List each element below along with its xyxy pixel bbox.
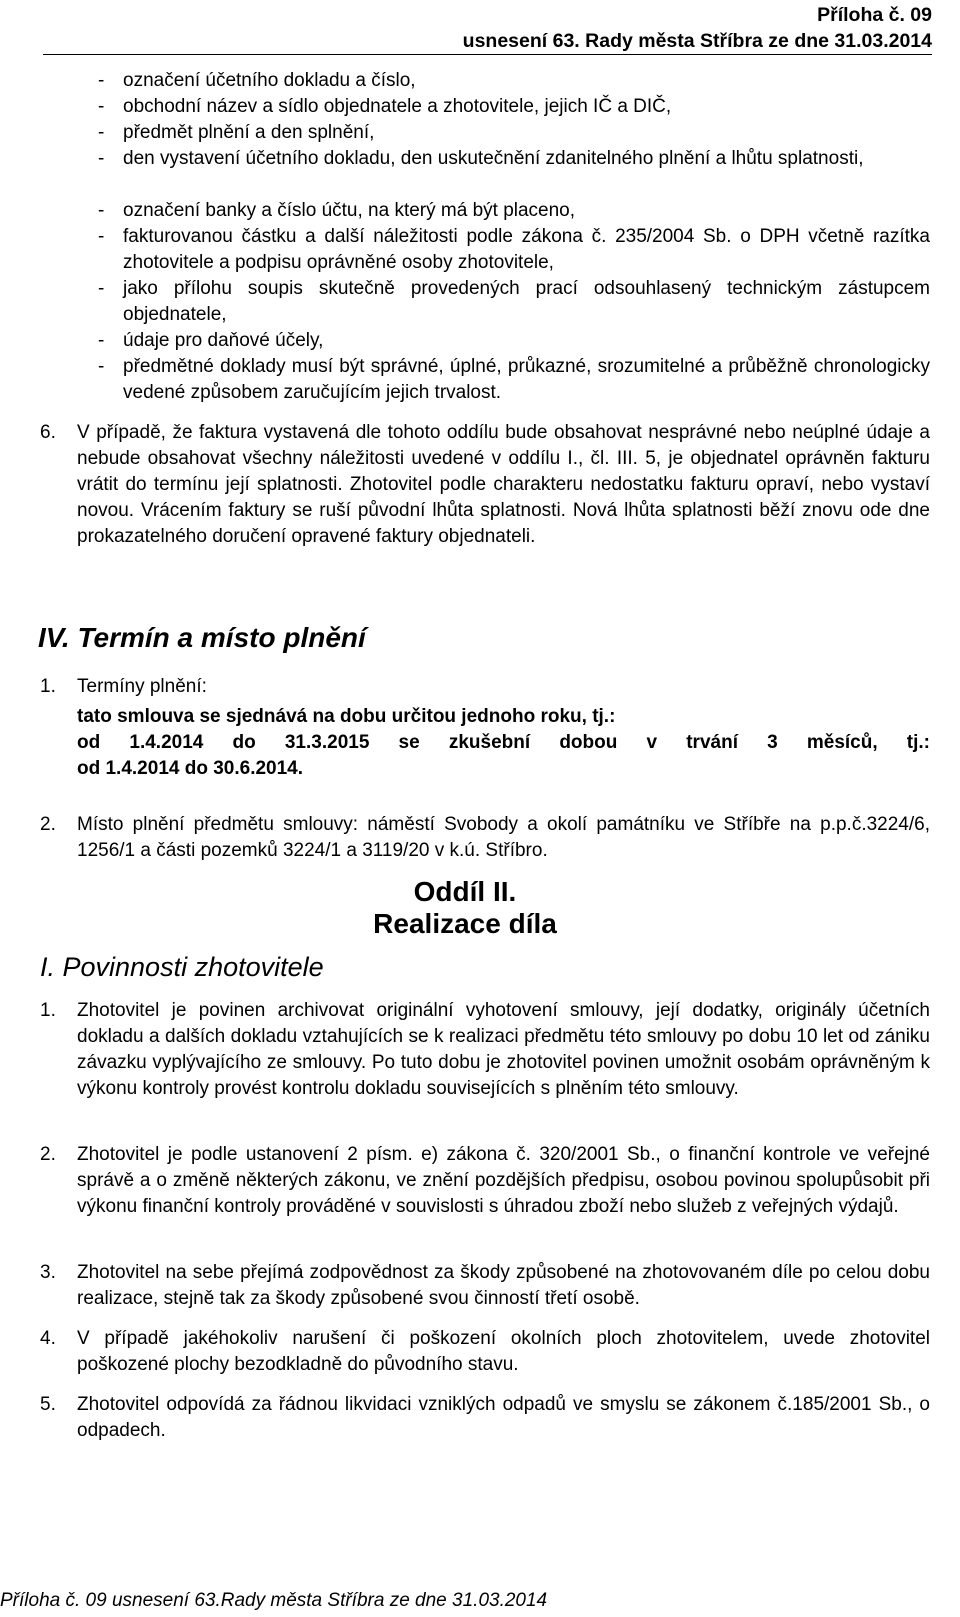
term-line: tato smlouva se sjednává na dobu určitou jednoho roku, tj.: <box>77 706 616 727</box>
list-item: - fakturovanou částku a další náležitosti podle zákona č. 235/2004 Sb. o DPH včetně razítka zhotovitele a podpisu oprávněné osoby zhotovitele, <box>98 226 930 273</box>
numbered-item: 5. Zhotovitel odpovídá za řádnou likvidaci vzniklých odpadů ve smyslu se zákonem č.185/2001 Sb., o odpadech. <box>40 1394 930 1441</box>
page-header <box>463 2 932 54</box>
list-item: - předmětné doklady musí být správné, úplné, průkazné, srozumitelné a průběžně chronologicky vedené způsobem zaručujícím jejich trvalost. <box>98 356 930 403</box>
list-item: - den vystavení účetního dokladu, den uskutečnění zdanitelného plnění a lhůtu splatnosti, <box>98 148 864 169</box>
numbered-item: 3. Zhotovitel na sebe přejímá zodpovědnost za škody způsobené na zhotovovaném díle po celou dobu realizace, stejně tak za škody způsobené svou činností třetí osobě. <box>40 1262 930 1309</box>
section-heading: I. Povinnosti zhotovitele <box>40 952 324 982</box>
list-item: - údaje pro daňové účely, <box>98 330 324 351</box>
term-line: od 1.4.2014 do 30.6.2014. <box>77 758 304 779</box>
part-name: Realizace díla <box>373 908 557 939</box>
list-item: - označení banky a číslo účtu, na který má být placeno, <box>98 200 576 221</box>
part-number: Oddíl II. <box>413 876 517 907</box>
section-heading: IV. Termín a místo plnění <box>38 622 366 653</box>
attachment-label: Příloha č. 09 <box>817 4 932 26</box>
term-line: od 1.4.2014 do 31.3.2015 se zkušební dobou v trvání 3 měsíců, tj.: <box>77 732 930 753</box>
page-footer: Příloha č. 09 usnesení 63.Rady města Stříbra ze dne 31.03.2014 <box>0 1590 548 1611</box>
numbered-item: 4. V případě jakéhokoliv narušení či poškození okolních ploch zhotovitelem, uvede zhotovitel poškozené plochy bezodkladně do původního stavu. <box>40 1328 930 1375</box>
numbered-item: 1. Zhotovitel je povinen archivovat originální vyhotovení smlouvy, její dodatky, originály účetních dokladu a dalších dokladu vztahujících se k realizaci předmětu této smlouvy po dobu 10 let od zániku závazku vyplývajícího ze smlouvy. Po tuto dobu je zhotovitel povinen umožnit osobám oprávněným k výkonu kontroly provést kontrolu dokladu souvisejících s plněním této smlouvy. <box>40 1000 930 1099</box>
list-item: - jako přílohu soupis skutečně provedených prací odsouhlasený technickým zástupcem objednatele, <box>98 278 930 325</box>
numbered-item: 2. Místo plnění předmětu smlouvy: náměstí Svobody a okolí památníku ve Stříbře na p.p.č.3224/6, 1256/1 a části pozemků 3224/1 a 3119/20 v k.ú. Stříbro. <box>40 814 930 861</box>
numbered-item: 1. Termíny plnění: <box>40 676 207 697</box>
numbered-item: 6. V případě, že faktura vystavená dle tohoto oddílu bude obsahovat nesprávné nebo neúplné údaje a nebude obsahovat všechny náležitosti uvedené v oddílu I., čl. III. 5, je objednatel oprávněn fakturu vrátit do termínu její splatnosti. Zhotovitel podle charakteru nedostatku fakturu opraví, nebo vystaví novou. Vrácením faktury se ruší původní lhůta splatnosti. Nová lhůta splatnosti běží znovu ode dne prokazatelného doručení opravené faktury objednateli. <box>40 422 930 547</box>
list-item: - označení účetního dokladu a číslo, <box>98 70 416 91</box>
resolution-label: usnesení 63. Rady města Stříbra ze dne 31.03.2014 <box>462 30 932 52</box>
numbered-item: 2. Zhotovitel je podle ustanovení 2 písm. e) zákona č. 320/2001 Sb., o finanční kontrole ve veřejné správě a o změně některých zákonu, ve znění pozdějších předpisu, osobou povinou spolupůsobit při výkonu finanční kontroly prováděné v souvislosti s úhradou zboží nebo služeb z veřejných výdajů. <box>40 1144 930 1217</box>
term-dates <box>77 704 930 782</box>
header-rule <box>43 54 932 55</box>
part-title <box>300 876 630 940</box>
list-item: - obchodní název a sídlo objednatele a zhotovitele, jejich IČ a DIČ, <box>98 96 672 117</box>
list-item: - předmět plnění a den splnění, <box>98 122 375 143</box>
